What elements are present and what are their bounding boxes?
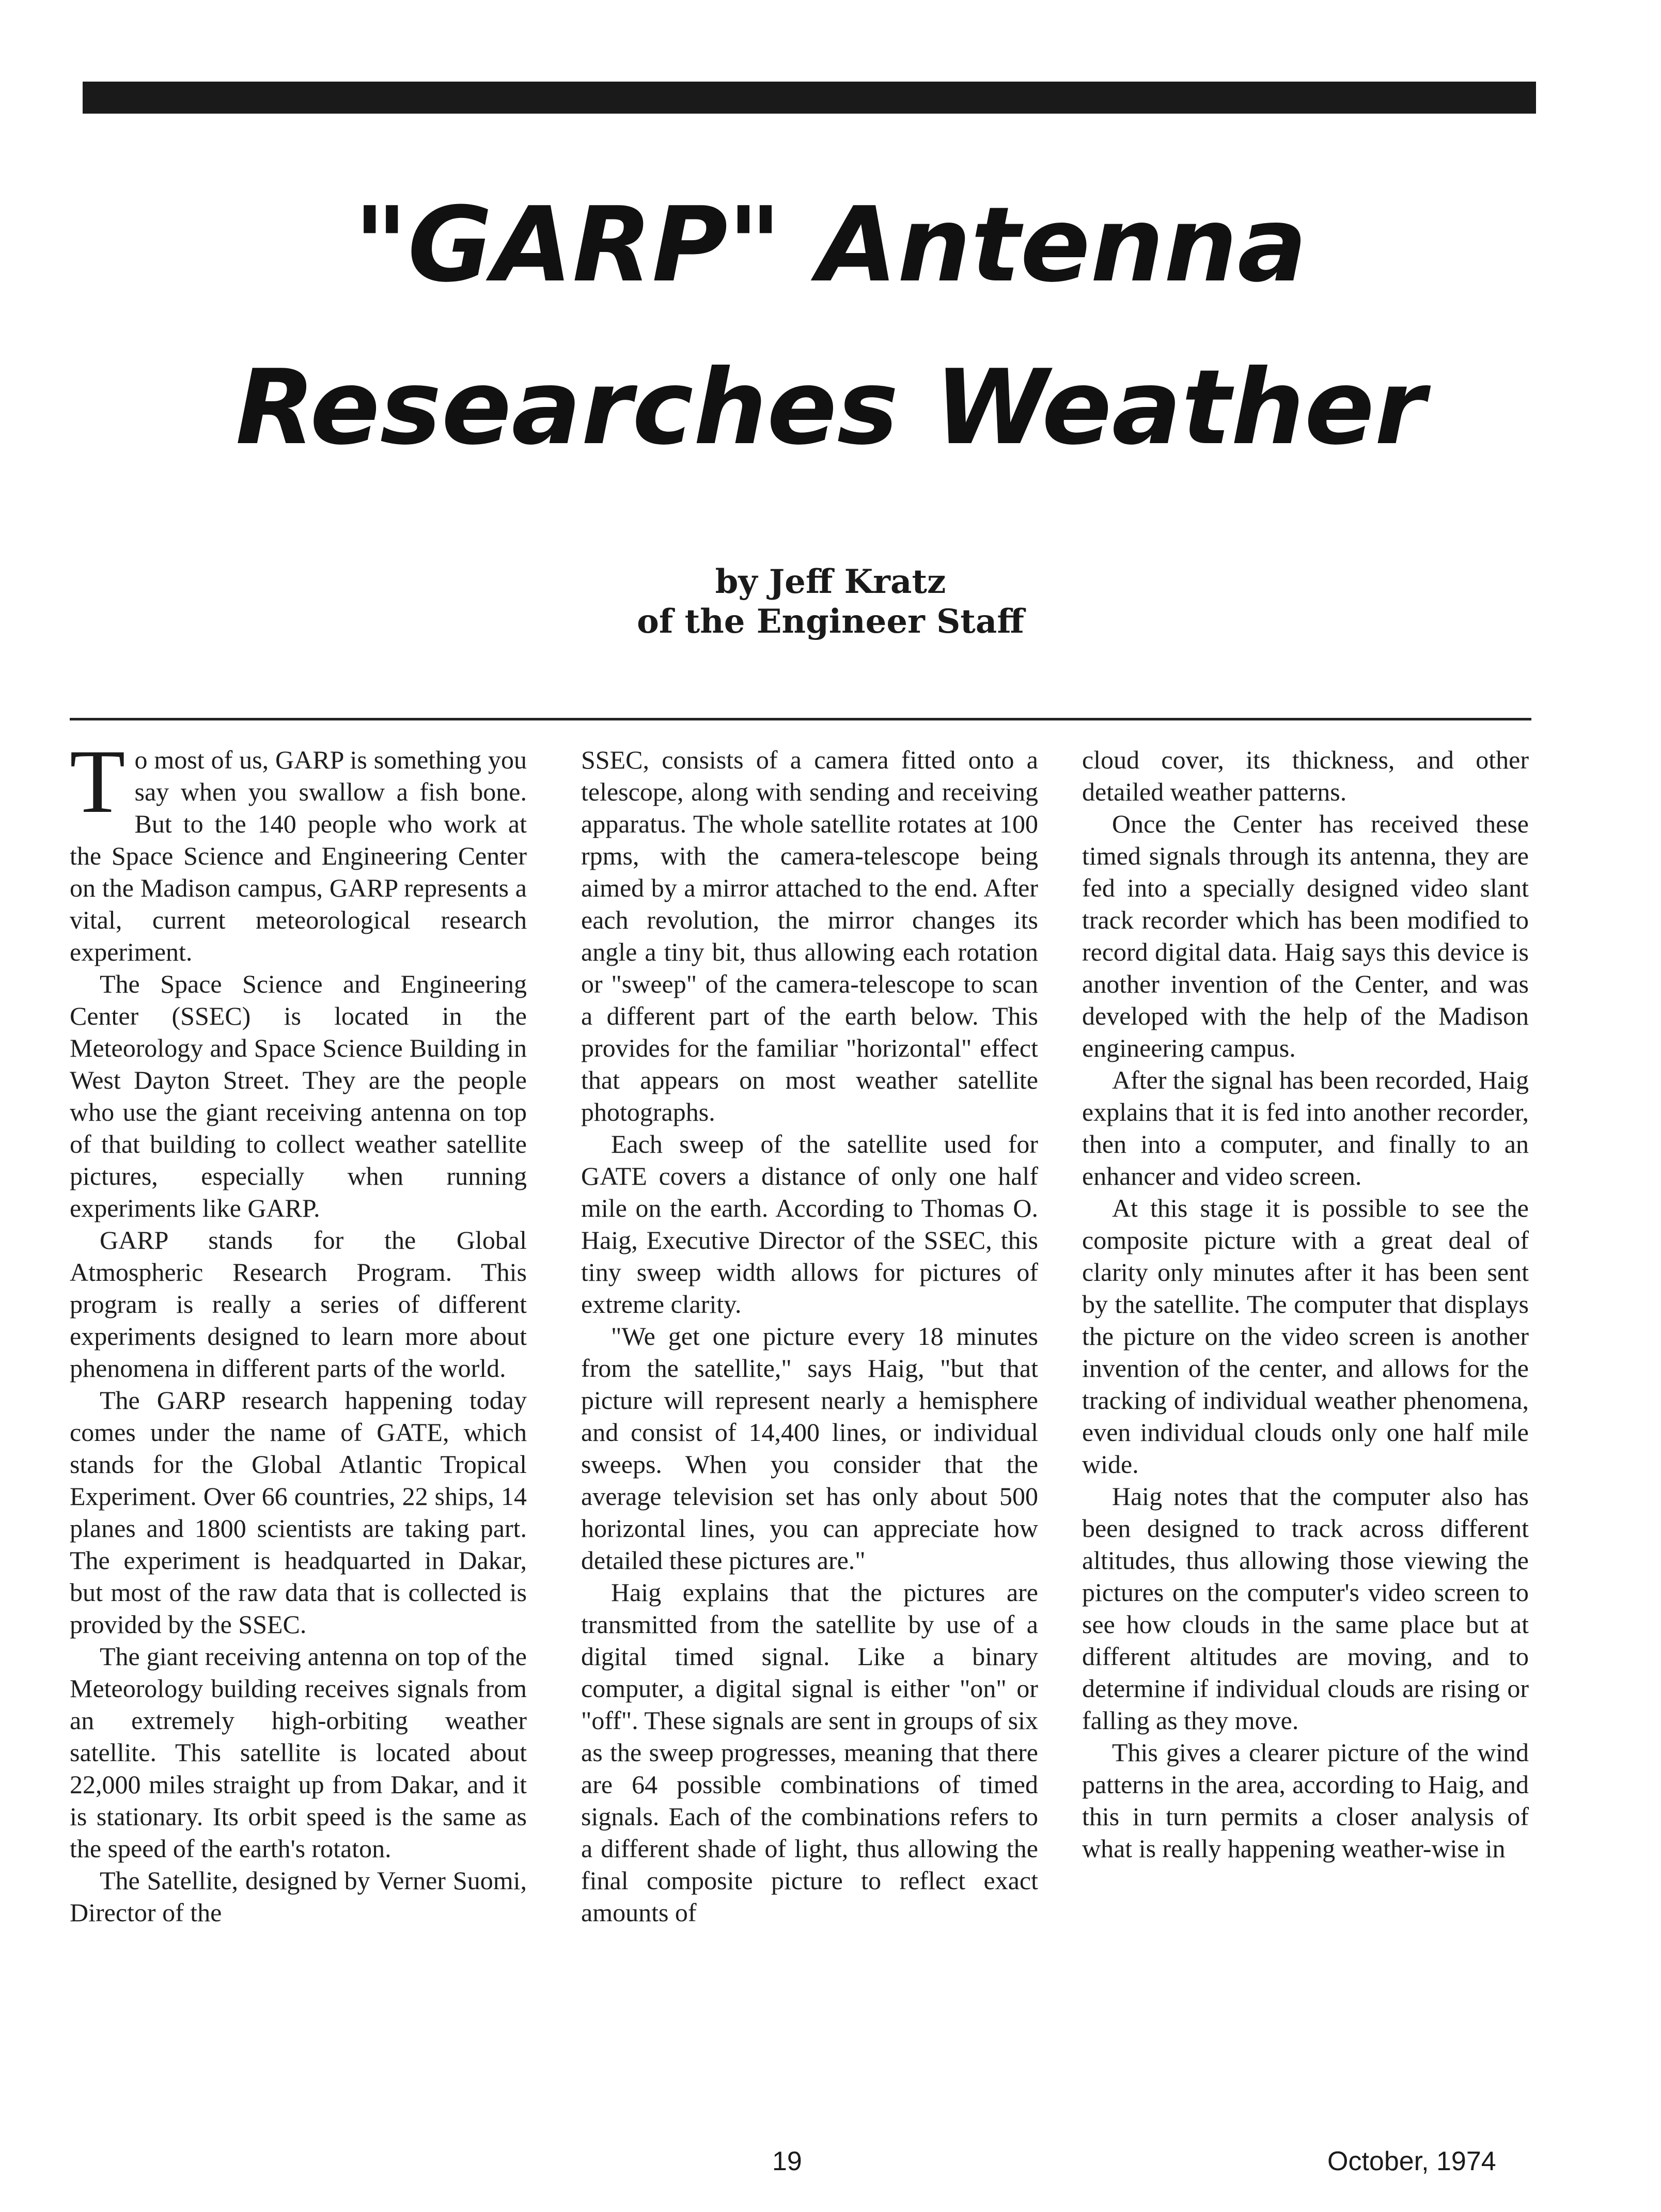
article-column-1 [70, 731, 527, 1928]
article-column-3 [1082, 744, 1529, 1864]
article-title-line-2: Researches Weather [236, 348, 1425, 468]
paragraph: The Space Science and Engineering Center (SSEC) is located in the Meteorology and Space Science Building in West Dayton Street. They are the people who use the giant receiving antenna on top of that building to collect weather satellite pictures, especially when running experiments like GARP. [70, 969, 527, 1222]
paragraph: To most of us, GARP is something you say when you swallow a fish bone. But to the 140 people who work at the Space Science and Engineering Center on the Madison campus, GARP represents a vital, current meteorological research experiment. [70, 731, 527, 966]
issue-date: October, 1974 [1327, 2146, 1496, 2176]
paragraph: SSEC, consists of a camera fitted onto a telescope, along with sending and receiving apparatus. The whole satellite rotates at 100 rpms, with the camera-telescope being aimed by a mirror attached to the end. After each revolution, the mirror changes its angle a tiny bit, thus allowing each rotation or "sweep" of the camera-telescope to scan a different part of the earth below. This provides for the familiar "horizontal" effect that appears on most weather satellite photographs. [581, 745, 1038, 1126]
paragraph: The GARP research happening today comes under the name of GATE, which stands for the Global Atlantic Tropical Experiment. Over 66 countries, 22 ships, 14 planes and 1800 scientists are taking part. The experiment is headquarted in Dakar, but most of the raw data that is collected is provided by the SSEC. [70, 1386, 527, 1639]
paragraph: After the signal has been recorded, Haig explains that it is fed into another recorder, then into a computer, and finally to an enhancer and video screen. [1082, 1065, 1529, 1190]
drop-cap: T [70, 731, 126, 832]
paragraph: Once the Center has received these timed signals through its antenna, they are fed into a specially designed video slant track recorder which has been modified to record digital data. Haig says this device is another invention of the Center, and was developed with the help of the Madison engineering campus. [1082, 809, 1529, 1062]
paragraph: This gives a clearer picture of the wind patterns in the area, according to Haig, and this in turn permits a closer analysis of what is really happening weather-wise in [1082, 1738, 1529, 1863]
paragraph: Haig notes that the computer also has been designed to track across different altitudes, thus allowing those viewing the pictures on the computer's video screen to see how clouds in the same place but at different altitudes are moving, and to determine if individual clouds are rising or falling as they move. [1082, 1482, 1529, 1735]
paragraph: The Satellite, designed by Verner Suomi, Director of the [70, 1866, 527, 1927]
section-divider [70, 718, 1531, 720]
byline-author: by Jeff Kratz [715, 562, 946, 601]
page-number: 19 [772, 2146, 802, 2176]
byline-affiliation: of the Engineer Staff [637, 602, 1024, 641]
paragraph: The giant receiving antenna on top of the Meteorology building receives signals from an extremely high-orbiting weather satellite. This satellite is located about 22,000 miles straight up from Dakar, and it is stationary. Its orbit speed is the same as the speed of the earth's rotaton. [70, 1642, 527, 1863]
article-column-2 [581, 744, 1038, 1928]
paragraph: At this stage it is possible to see the composite picture with a great deal of clarity only minutes after it has been sent by the satellite. The computer that displays the picture on the video screen is another invention of the center, and allows for the tracking of individual weather phenomena, even individual clouds only one half mile wide. [1082, 1194, 1529, 1479]
paragraph: Haig explains that the pictures are transmitted from the satellite by use of a digital timed signal. Like a binary computer, a digital signal is either "on" or "off". These signals are sent in groups of six as the sweep progresses, meaning that there are 64 possible combinations of timed signals. Each of the combinations refers to a different shade of light, thus allowing the final composite picture to reflect exact amounts of [581, 1578, 1038, 1927]
paragraph: GARP stands for the Global Atmospheric Research Program. This program is really a series of different experiments designed to learn more about phenomena in different parts of the world. [70, 1226, 527, 1383]
paragraph: Each sweep of the satellite used for GATE covers a distance of only one half mile on the earth. According to Thomas O. Haig, Executive Director of the SSEC, this tiny sweep width allows for pictures of extreme clarity. [581, 1129, 1038, 1319]
paragraph: "We get one picture every 18 minutes from the satellite," says Haig, "but that picture will represent nearly a hemisphere and consist of 14,400 lines, or individual sweeps. When you consider that the average television set has only about 500 horizontal lines, you can appreciate how detailed these pictures are." [581, 1322, 1038, 1575]
header-bar [83, 82, 1536, 114]
article-title-line-1: "GARP" Antenna [354, 185, 1307, 305]
paragraph: cloud cover, its thickness, and other detailed weather patterns. [1082, 745, 1529, 806]
